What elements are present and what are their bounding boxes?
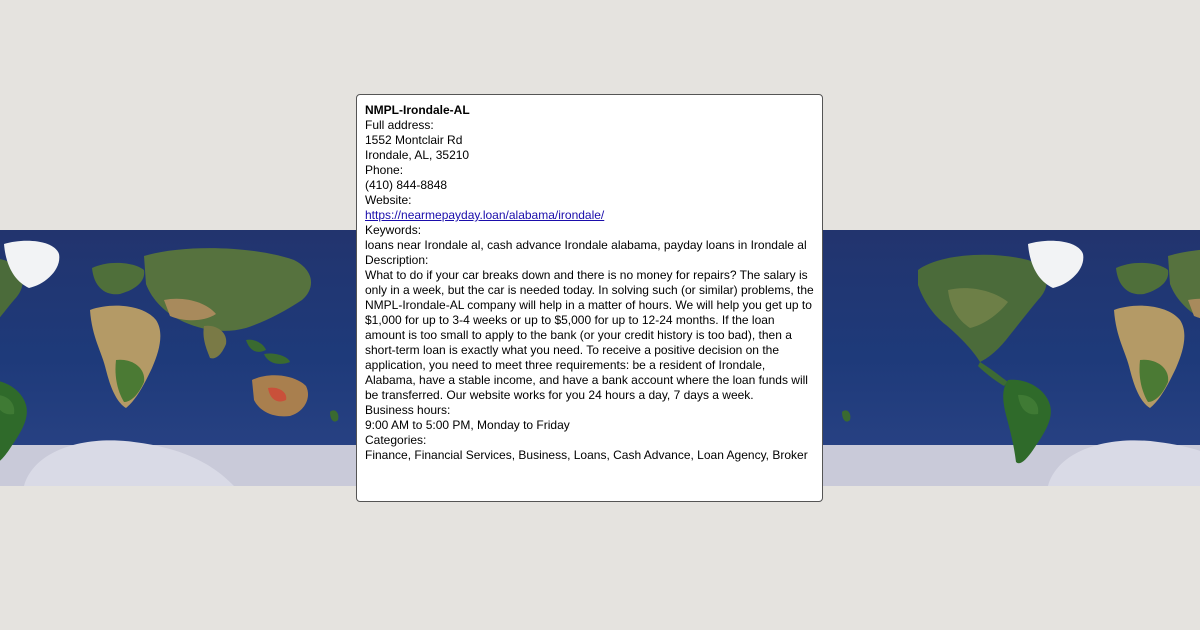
business-hours-text: 9:00 AM to 5:00 PM, Monday to Friday xyxy=(365,418,570,432)
keywords-label: Keywords: xyxy=(365,223,422,237)
business-name: NMPL-Irondale-AL xyxy=(365,103,470,117)
website-link-wrapper xyxy=(365,208,814,223)
phone-number: (410) 844-8848 xyxy=(365,178,448,192)
website-label: Website: xyxy=(365,193,412,207)
address-line-1: 1552 Montclair Rd xyxy=(365,133,463,147)
keywords-text: loans near Irondale al, cash advance Irondale alabama, payday loans in Irondale al xyxy=(365,238,807,252)
full-address-label: Full address: xyxy=(365,118,434,132)
categories-label: Categories: xyxy=(365,433,427,447)
categories-text: Finance, Financial Services, Business, Loans, Cash Advance, Loan Agency, Broker xyxy=(365,448,808,462)
description-text: What to do if your car breaks down and there is no money for repairs? The salary is only in a week, but the car is needed today. In solving such (or similar) problems, the NMPL-Irondale-AL company will help in a matter of hours. We will help you get up to $1,000 for up to 3-4 weeks or up to $5,000 for up to 12-24 months. If the loan amount is too small to apply to the bank (or your credit history is too bad), then a short-term loan is exactly what you need. To receive a positive decision on the application, you need to meet three requirements: be a resident of Irondale, Alabama, have a stable income, and have a bank account where the loan funds will be transferred. Our website works for you 24 hours a day, 7 days a week. xyxy=(365,268,814,402)
business-hours-label: Business hours: xyxy=(365,403,451,417)
phone-label: Phone: xyxy=(365,163,404,177)
info-window xyxy=(356,94,823,502)
website-link[interactable]: https://nearmepayday.loan/alabama/irondale/ xyxy=(365,208,605,222)
description-label: Description: xyxy=(365,253,429,267)
address-line-2: Irondale, AL, 35210 xyxy=(365,148,470,162)
